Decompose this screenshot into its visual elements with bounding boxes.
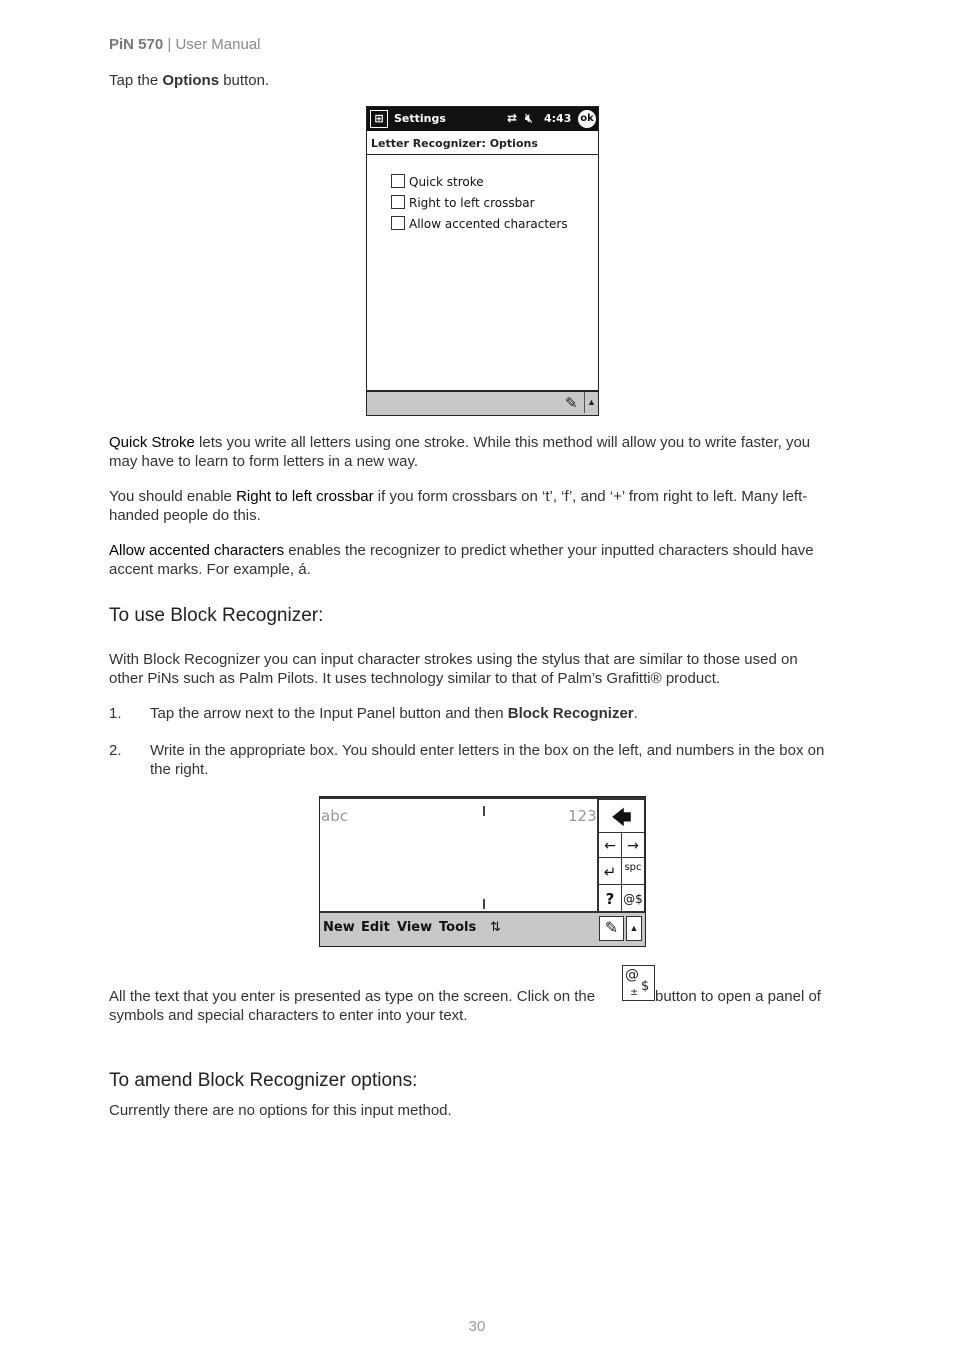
menu-edit[interactable]: Edit	[361, 920, 390, 935]
menu-bar	[320, 911, 645, 946]
ppc-title: Settings	[394, 112, 446, 125]
symbols-key-icon[interactable]: @$	[621, 884, 645, 913]
backspace-key-icon[interactable]: 🡄	[598, 799, 645, 833]
sort-arrows-icon[interactable]: ⇅	[490, 920, 501, 935]
step-1-text: Tap the arrow next to the Input Panel button and then Block Recognizer.	[150, 705, 638, 722]
option-quick-stroke[interactable]: Quick stroke	[391, 174, 484, 189]
writing-area[interactable]	[320, 797, 597, 911]
header-separator: |	[167, 36, 172, 53]
options-term: Options	[162, 72, 220, 89]
divider-tick-bottom	[483, 899, 485, 909]
accent-paragraph: Allow accented characters enables the recognizer to predict whether your inputted characters should have accent marks. For example, á.	[109, 542, 814, 578]
volume-muted-icon[interactable]: 🔇︎	[525, 111, 533, 125]
clock[interactable]: 4:43	[544, 112, 572, 125]
input-arrow-icon[interactable]: ▲	[584, 392, 598, 413]
connectivity-icon[interactable]: ⇄	[507, 111, 518, 125]
options-subtitle: Letter Recognizer: Options	[367, 131, 598, 155]
doc-title: User Manual	[175, 36, 261, 53]
quick-stroke-paragraph: Quick Stroke lets you write all letters using one stroke. While this method will allow you to write faster, you may have to learn to form letters in a new way.	[109, 434, 811, 470]
checkbox-icon[interactable]	[391, 195, 405, 209]
checkbox-icon[interactable]	[391, 216, 405, 230]
step-1-number: 1.	[109, 705, 122, 722]
section-heading-block-recognizer: To use Block Recognizer:	[109, 605, 324, 626]
left-arrow-key-icon[interactable]: ←	[598, 832, 622, 858]
option-accented[interactable]: Allow accented characters	[391, 216, 568, 231]
term-accented: Allow accented characters	[109, 542, 285, 559]
divider-tick-top	[483, 806, 485, 816]
option-right-to-left[interactable]: Right to left crossbar	[391, 195, 535, 210]
input-arrow-icon[interactable]: ▲	[626, 916, 642, 941]
block-recognizer-intro: With Block Recognizer you can input character strokes using the stylus that are similar to those used on other PiNs such as Palm Pilots. It uses technology similar to that of Palm’s Grafitti® product.	[109, 651, 798, 687]
symbols-text-before: All the text that you enter is presented as type on the screen. Click on the	[109, 988, 596, 1005]
ok-button[interactable]: ok	[578, 110, 596, 128]
pen-icon[interactable]: ✎	[599, 916, 624, 941]
key-column	[597, 797, 645, 911]
space-key[interactable]: spc	[621, 857, 645, 885]
letters-box-label: abc	[321, 807, 348, 825]
checkbox-icon[interactable]	[391, 174, 405, 188]
numbers-box-label: 123	[568, 807, 597, 825]
block-recognizer-screenshot	[319, 796, 646, 947]
step-2-text: Write in the appropriate box. You should enter letters in the box on the left, and numbers in the box on the right.	[150, 742, 825, 778]
enter-key-icon[interactable]: ↵	[598, 857, 622, 885]
menu-new[interactable]: New	[323, 920, 355, 935]
term-quick-stroke: Quick Stroke	[109, 434, 195, 451]
symbols-button-icon: @ $ ±	[622, 965, 655, 1001]
help-key[interactable]: ?	[598, 884, 622, 913]
pen-icon[interactable]: ✎	[565, 395, 578, 412]
windows-start-icon[interactable]: ⊞	[370, 110, 388, 128]
intro-text: Tap the Options button.	[109, 72, 270, 89]
running-header	[109, 36, 261, 53]
ppc-title-bar	[367, 107, 598, 131]
brand-name: PiN 570	[109, 36, 164, 53]
step-2-number: 2.	[109, 742, 122, 759]
menu-tools[interactable]: Tools	[439, 920, 477, 935]
symbols-text-line2: symbols and special characters to enter into your text.	[109, 1007, 468, 1024]
letter-recognizer-screenshot	[366, 106, 599, 416]
right-arrow-key-icon[interactable]: →	[621, 832, 645, 858]
ppc-command-bar	[367, 390, 598, 415]
page-number: 30	[468, 1318, 486, 1335]
section-heading-amend-options: To amend Block Recognizer options:	[109, 1070, 418, 1091]
block-recognizer-term: Block Recognizer	[507, 705, 634, 722]
term-crossbar: Right to left crossbar	[236, 488, 374, 505]
no-options-text: Currently there are no options for this input method.	[109, 1102, 452, 1119]
symbols-text-after: button to open a panel of	[655, 988, 821, 1005]
crossbar-paragraph: You should enable Right to left crossbar if you form crossbars on ‘t’, ‘f’, and ‘+’ from right to left. Many left- handed people do this.	[109, 488, 808, 524]
menu-view[interactable]: View	[397, 920, 433, 935]
